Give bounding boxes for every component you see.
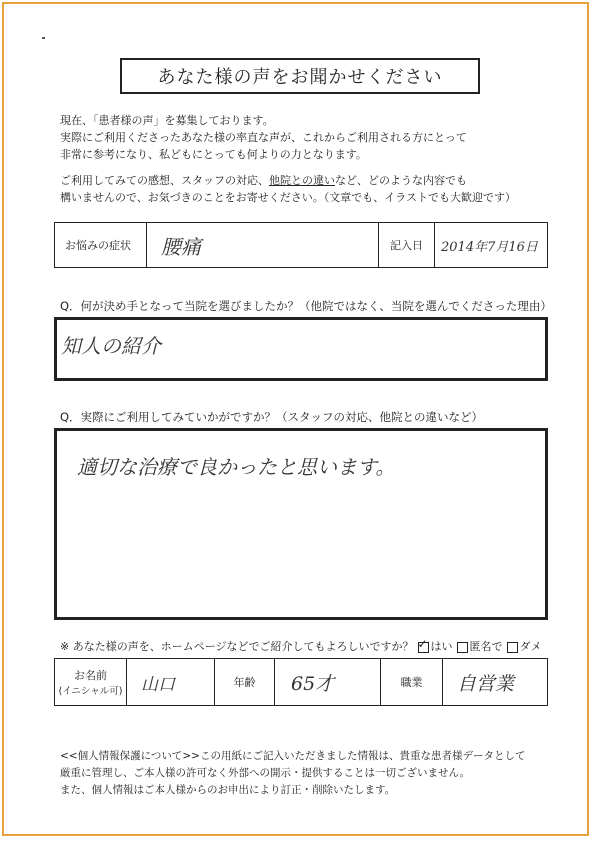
name-label: お名前 <box>74 669 107 682</box>
privacy-line: 厳重に管理し、ご本人様の許可なく外部への開示・提供することは一切ございません。 <box>60 767 471 779</box>
answer-1-text: 知人の紹介 <box>61 334 161 358</box>
privacy-line: また、個人情報はご本人様からのお申出により訂正・削除いたします。 <box>60 784 396 796</box>
question-1: Q．何が決め手となって当院を選びましたか？（他院ではなく、当院を選んでくださった理由） <box>60 299 552 313</box>
question-2: Q．実際にご利用してみていかがですか？（スタッフの対応、他院との違いなど） <box>60 410 484 424</box>
date-label: 記入日 <box>379 223 435 267</box>
consent-yes-option[interactable] <box>418 638 453 654</box>
answer-1-box[interactable] <box>54 317 548 381</box>
consent-no-option[interactable] <box>507 638 542 654</box>
title-text: あなた様の声をお聞かせください <box>157 67 443 88</box>
checkbox-icon[interactable] <box>457 642 468 653</box>
checkbox-checked-icon[interactable] <box>418 642 429 653</box>
intro-text-2 <box>60 172 516 206</box>
consent-no-label: ダメ <box>519 640 542 653</box>
symptom-label: お悩みの症状 <box>55 223 147 267</box>
age-field[interactable]: 65才 <box>275 659 381 705</box>
name-field[interactable]: 山口 <box>127 659 215 705</box>
intro-line <box>60 172 516 189</box>
answer-2-box[interactable] <box>54 428 548 620</box>
name-sublabel: (イニシャル可) <box>58 686 123 697</box>
consent-row <box>60 638 542 654</box>
scan-speck <box>42 37 45 39</box>
consent-anon-option[interactable] <box>457 638 503 654</box>
intro-text <box>60 112 467 163</box>
consent-yes-label: はい <box>430 640 453 653</box>
intro-line: 非常に参考になり、私どもにとっても何よりの力となります。 <box>60 148 367 161</box>
job-label: 職業 <box>381 659 443 705</box>
privacy-notice <box>60 748 525 799</box>
symptom-row <box>54 222 548 268</box>
job-field[interactable]: 自営業 <box>457 672 515 695</box>
checkbox-icon[interactable] <box>507 642 518 653</box>
privacy-line: <<個人情報保護について>>この用紙にご記入いただきました情報は、貴重な患者様データとして <box>60 750 526 762</box>
date-field[interactable]: 2014年7月16日 <box>441 239 538 255</box>
consent-anon-label: 匿名で <box>469 640 503 653</box>
intro-fragment: ご利用してみての感想、スタッフの対応、 <box>60 174 269 187</box>
age-label: 年齢 <box>215 659 275 705</box>
intro-line: 構いませんので、お気づきのことをお寄せください。（文章でも、イラストでも大歓迎です） <box>60 191 516 204</box>
intro-underlined: 他院との違い <box>269 174 335 187</box>
intro-fragment: など、どのような内容でも <box>335 174 467 187</box>
intro-line: 現在、「患者様の声」を募集しております。 <box>60 114 274 127</box>
consent-question: ※ あなた様の声を、ホームページなどでご紹介してもよろしいですか？ <box>60 640 414 653</box>
answer-2-text: 適切な治療で良かったと思います。 <box>77 455 396 479</box>
name-label-cell <box>55 659 127 705</box>
person-row <box>54 658 548 706</box>
intro-line: 実際にご利用くださったあなた様の率直な声が、これからご利用される方にとって <box>60 131 467 144</box>
page-title <box>120 58 480 94</box>
symptom-field[interactable]: 腰痛 <box>147 223 379 267</box>
